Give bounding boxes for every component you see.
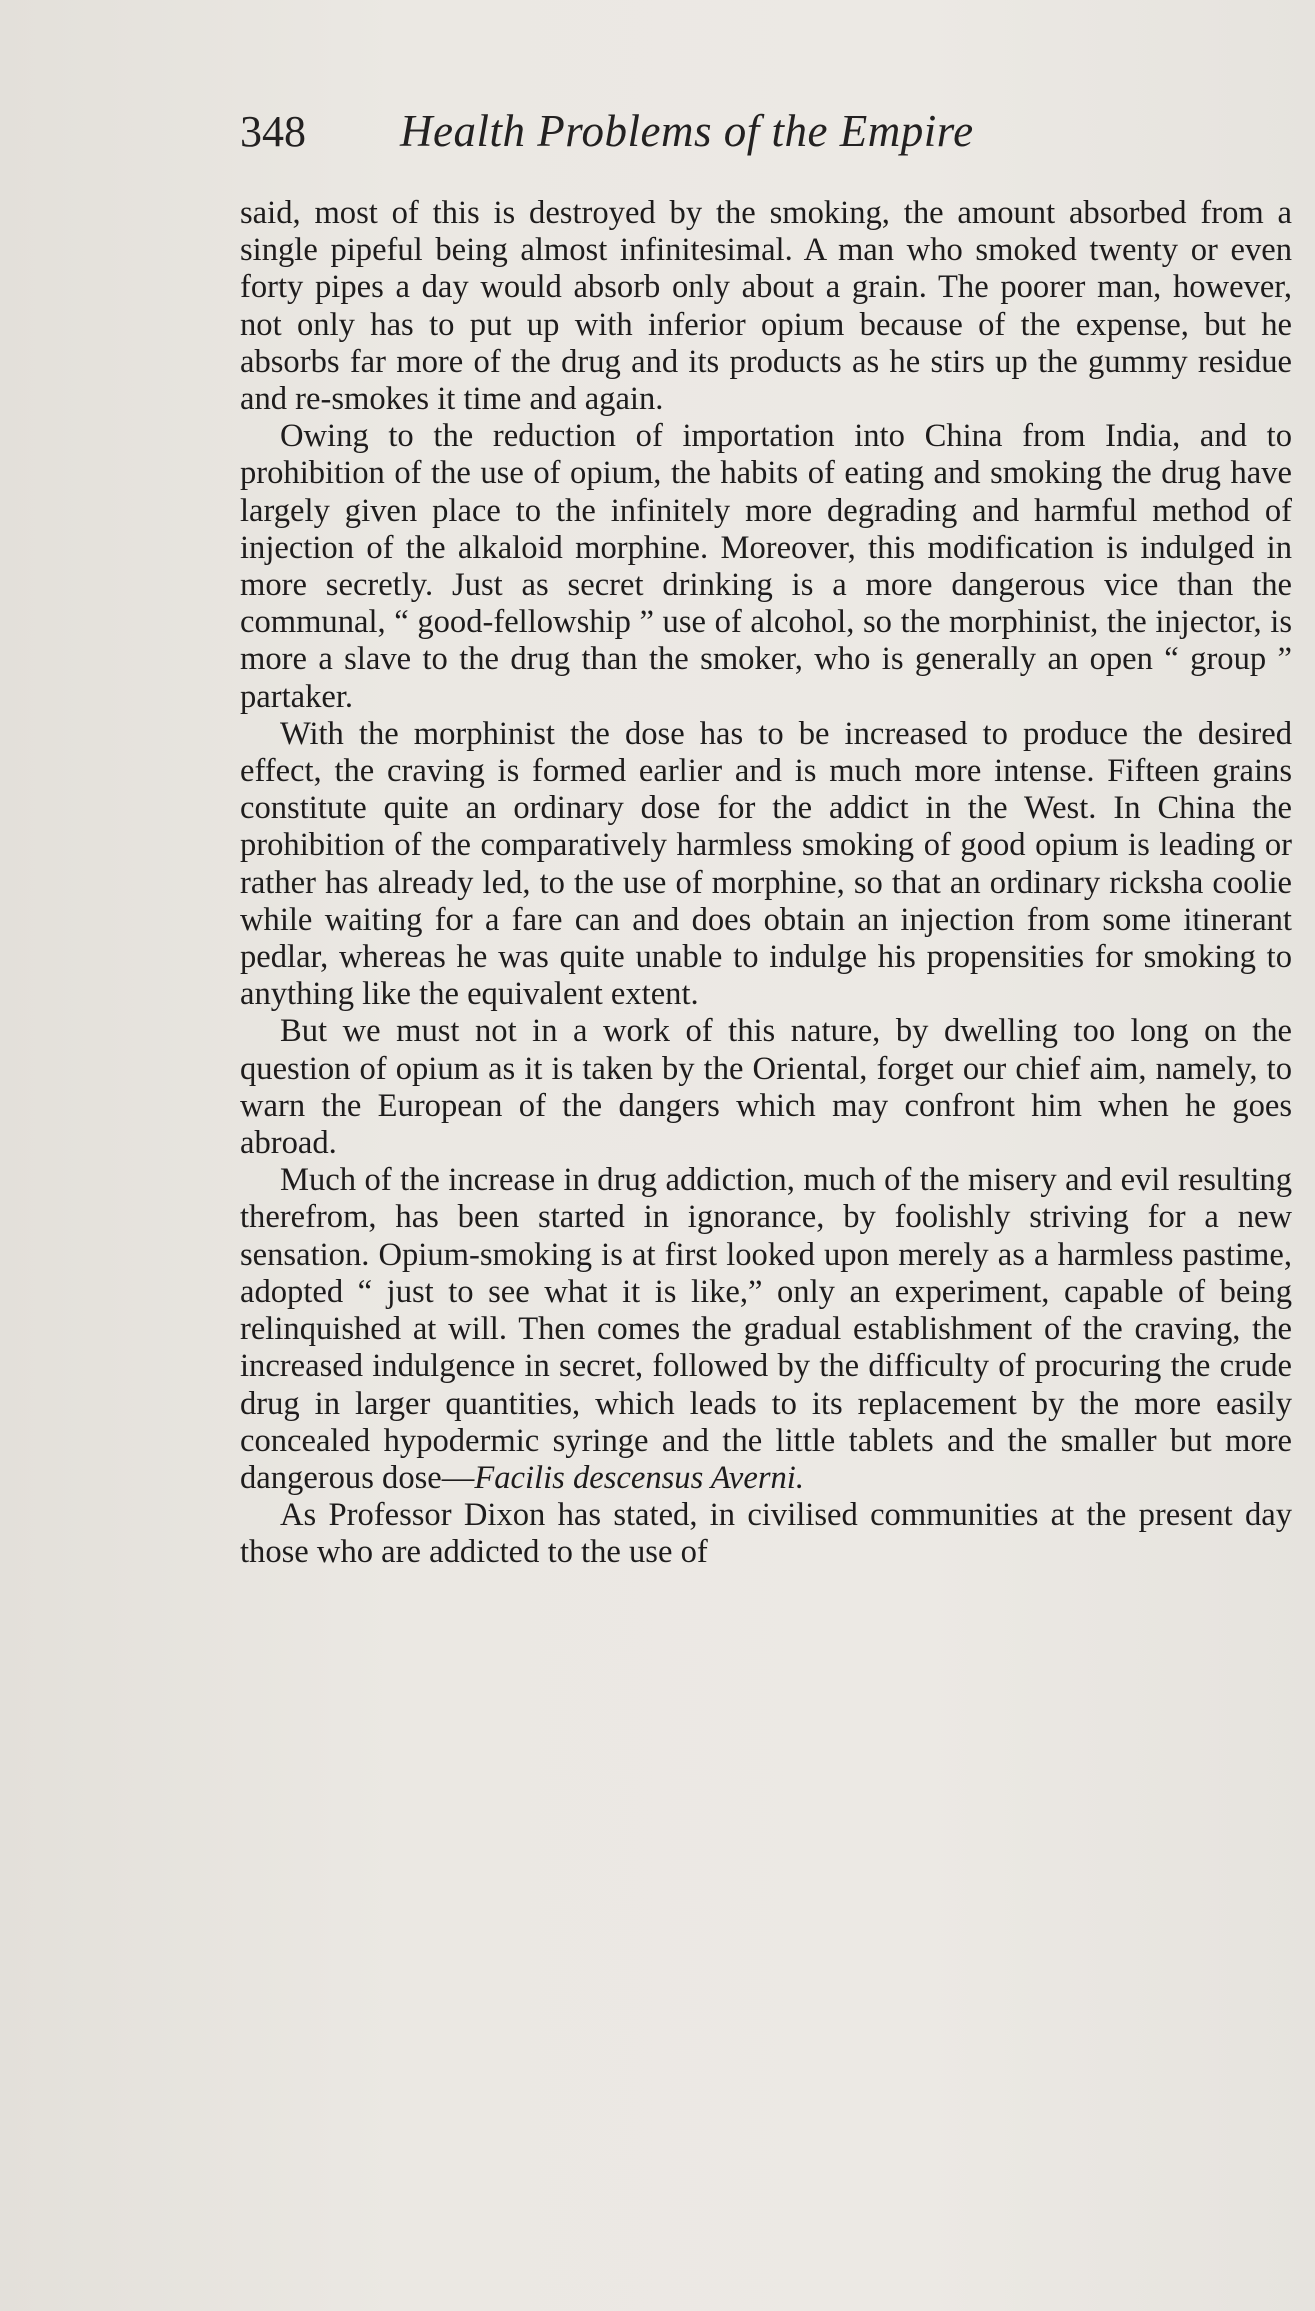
paragraph-3: With the morphinist the dose has to be increased to produce the desired effect, the craving is formed earlier and is much more intense. Fifteen grains constitute quite an ordinary dose for the addict in the West. In China the prohibition of the comparatively harmless smoking of good opium is leading or rather has already led, to the use of morphine, so that an ordinary ricksha coolie while waiting for a fare can and does obtain an injection from some itinerant pedlar, whereas he was quite unable to indulge his propensities for smoking to anything like the equivalent extent. bbox=[240, 715, 1292, 1013]
paragraph-2: Owing to the reduction of importation into China from India, and to prohibition of the use of opium, the habits of eating and smoking the drug have largely given place to the infinitely more degrading and harmful method of injection of the alkaloid morphine. Moreover, this modification is indulged in more secretly. Just as secret drinking is a more dangerous vice than the communal, “ good-fellowship ” use of alcohol, so the morphinist, the injector, is more a slave to the drug than the smoker, who is generally an open “ group ” partaker. bbox=[240, 418, 1292, 715]
running-title: Health Problems of the Empire bbox=[400, 106, 974, 156]
paragraph-5 bbox=[240, 1162, 1292, 1497]
paragraph-5-text: Much of the increase in drug addiction, much of the misery and evil resulting therefrom, has been started in ignorance, by foolishly striving for a new sensation. Opium-smoking is at first looked upon merely as a harmless pastime, adopted “ just to see what it is like,” only an experiment, capable of being relinquished at will. Then comes the gradual establishment of the craving, the increased indulgence in secret, followed by the difficulty of procuring the crude drug in larger quantities, which leads to its replacement by the more easily concealed hypodermic syringe and the little tablets and the smaller but more dangerous dose— bbox=[240, 1162, 1292, 1496]
paragraph-4: But we must not in a work of this nature, by dwelling too long on the question of opium as it is taken by the Oriental, forget our chief aim, namely, to warn the European of the dangers which may confront him when he goes abroad. bbox=[240, 1013, 1292, 1162]
latin-quotation: Facilis descensus Averni. bbox=[474, 1459, 804, 1496]
paragraph-6: As Professor Dixon has stated, in civilised communities at the present day those who are addicted to the use of bbox=[240, 1497, 1292, 1571]
running-head bbox=[240, 105, 1292, 185]
paragraph-1: said, most of this is destroyed by the smoking, the amount absorbed from a single pipeful being almost infinitesimal. A man who smoked twenty or even forty pipes a day would absorb only about a grain. The poorer man, however, not only has to put up with inferior opium because of the expense, but he absorbs far more of the drug and its products as he stirs up the gummy residue and re-smokes it time and again. bbox=[240, 195, 1292, 418]
body-text bbox=[240, 195, 1292, 1572]
page-number: 348 bbox=[240, 107, 306, 156]
book-page bbox=[240, 105, 1292, 2205]
